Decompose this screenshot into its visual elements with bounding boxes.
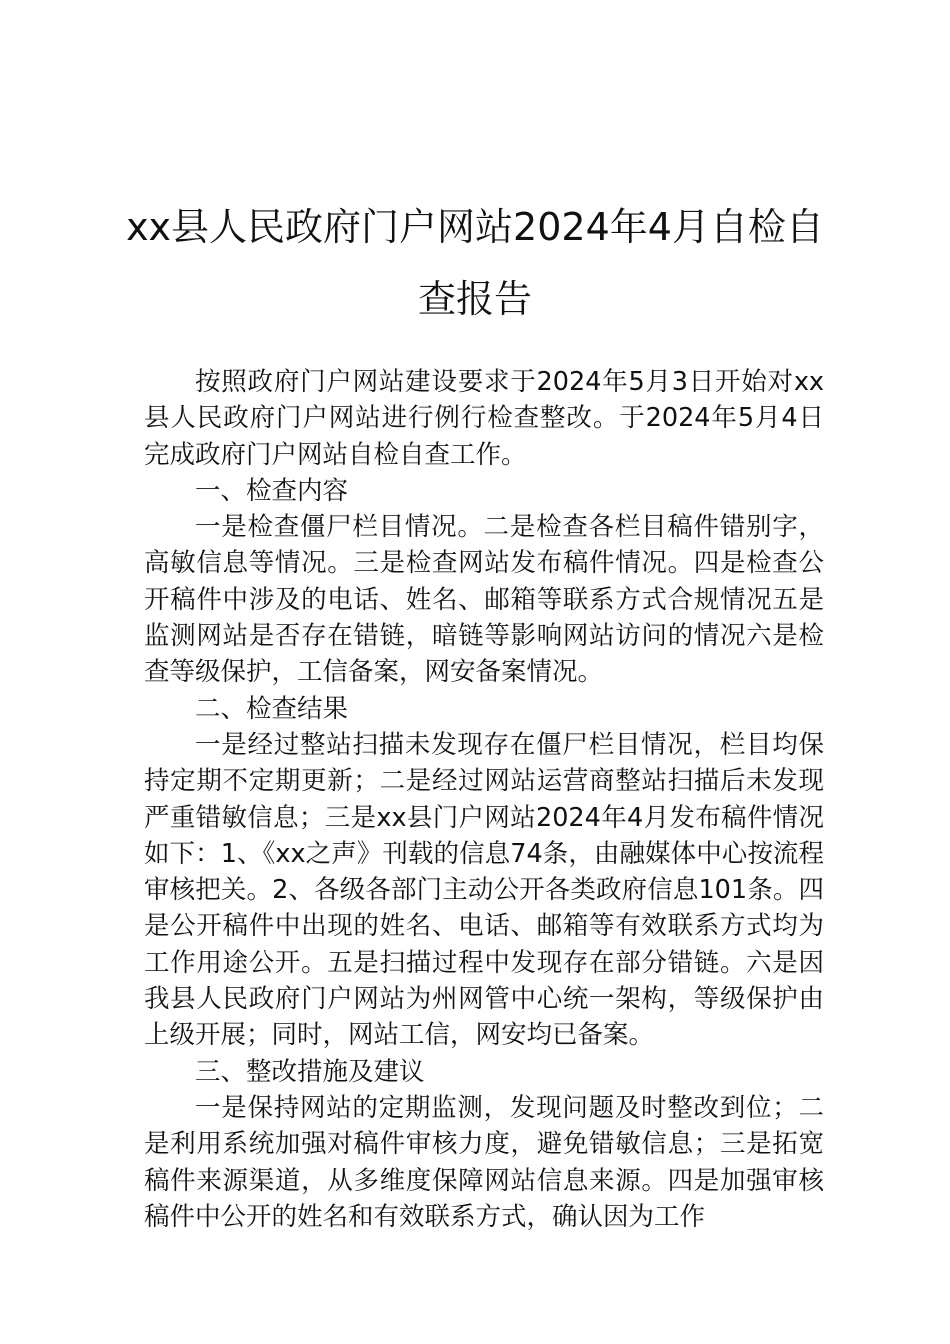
section-3-heading: 三、整改措施及建议	[195, 1056, 425, 1087]
document-title-line-2: 查报告	[417, 277, 532, 321]
document-title-line-1: xx县人民政府门户网站2024年4月自检自	[126, 205, 824, 249]
section-3-paragraph: 一是保持网站的定期监测，发现问题及时整改到位；二是利用系统加强对稿件审核力度，避免错敏信息；三是拓宽稿件来源渠道，从多维度保障网站信息来源。四是加强审核稿件中公开的姓名和有效联系方式，确认因为工作	[144, 1092, 824, 1232]
section-2-paragraph: 一是经过整站扫描未发现存在僵尸栏目情况，栏目均保持定期不定期更新；二是经过网站运营商整站扫描后未发现严重错敏信息；三是xx县门户网站2024年4月发布稿件情况如下：1、《xx之声》刊载的信息74条，由融媒体中心按流程审核把关。2、各级各部门主动公开各类政府信息101条。四是公开稿件中出现的姓名、电话、邮箱等有效联系方式均为工作用途公开。五是扫描过程中发现存在部分错链。六是因我县人民政府门户网站为州网管中心统一架构，等级保护由上级开展；同时，网站工信，网安均已备案。	[144, 729, 824, 1051]
intro-paragraph: 按照政府门户网站建设要求于2024年5月3日开始对xx县人民政府门户网站进行例行检查整改。于2024年5月4日完成政府门户网站自检自查工作。	[144, 367, 824, 470]
section-2-heading: 二、检查结果	[195, 693, 349, 724]
section-1-heading: 一、检查内容	[195, 475, 349, 506]
section-1-paragraph: 一是检查僵尸栏目情况。二是检查各栏目稿件错别字，高敏信息等情况。三是检查网站发布稿件情况。四是检查公开稿件中涉及的电话、姓名、邮箱等联系方式合规情况五是监测网站是否存在错链，暗链等影响网站访问的情况六是检查等级保护，工信备案，网安备案情况。	[144, 512, 824, 688]
document-body	[144, 364, 824, 1235]
